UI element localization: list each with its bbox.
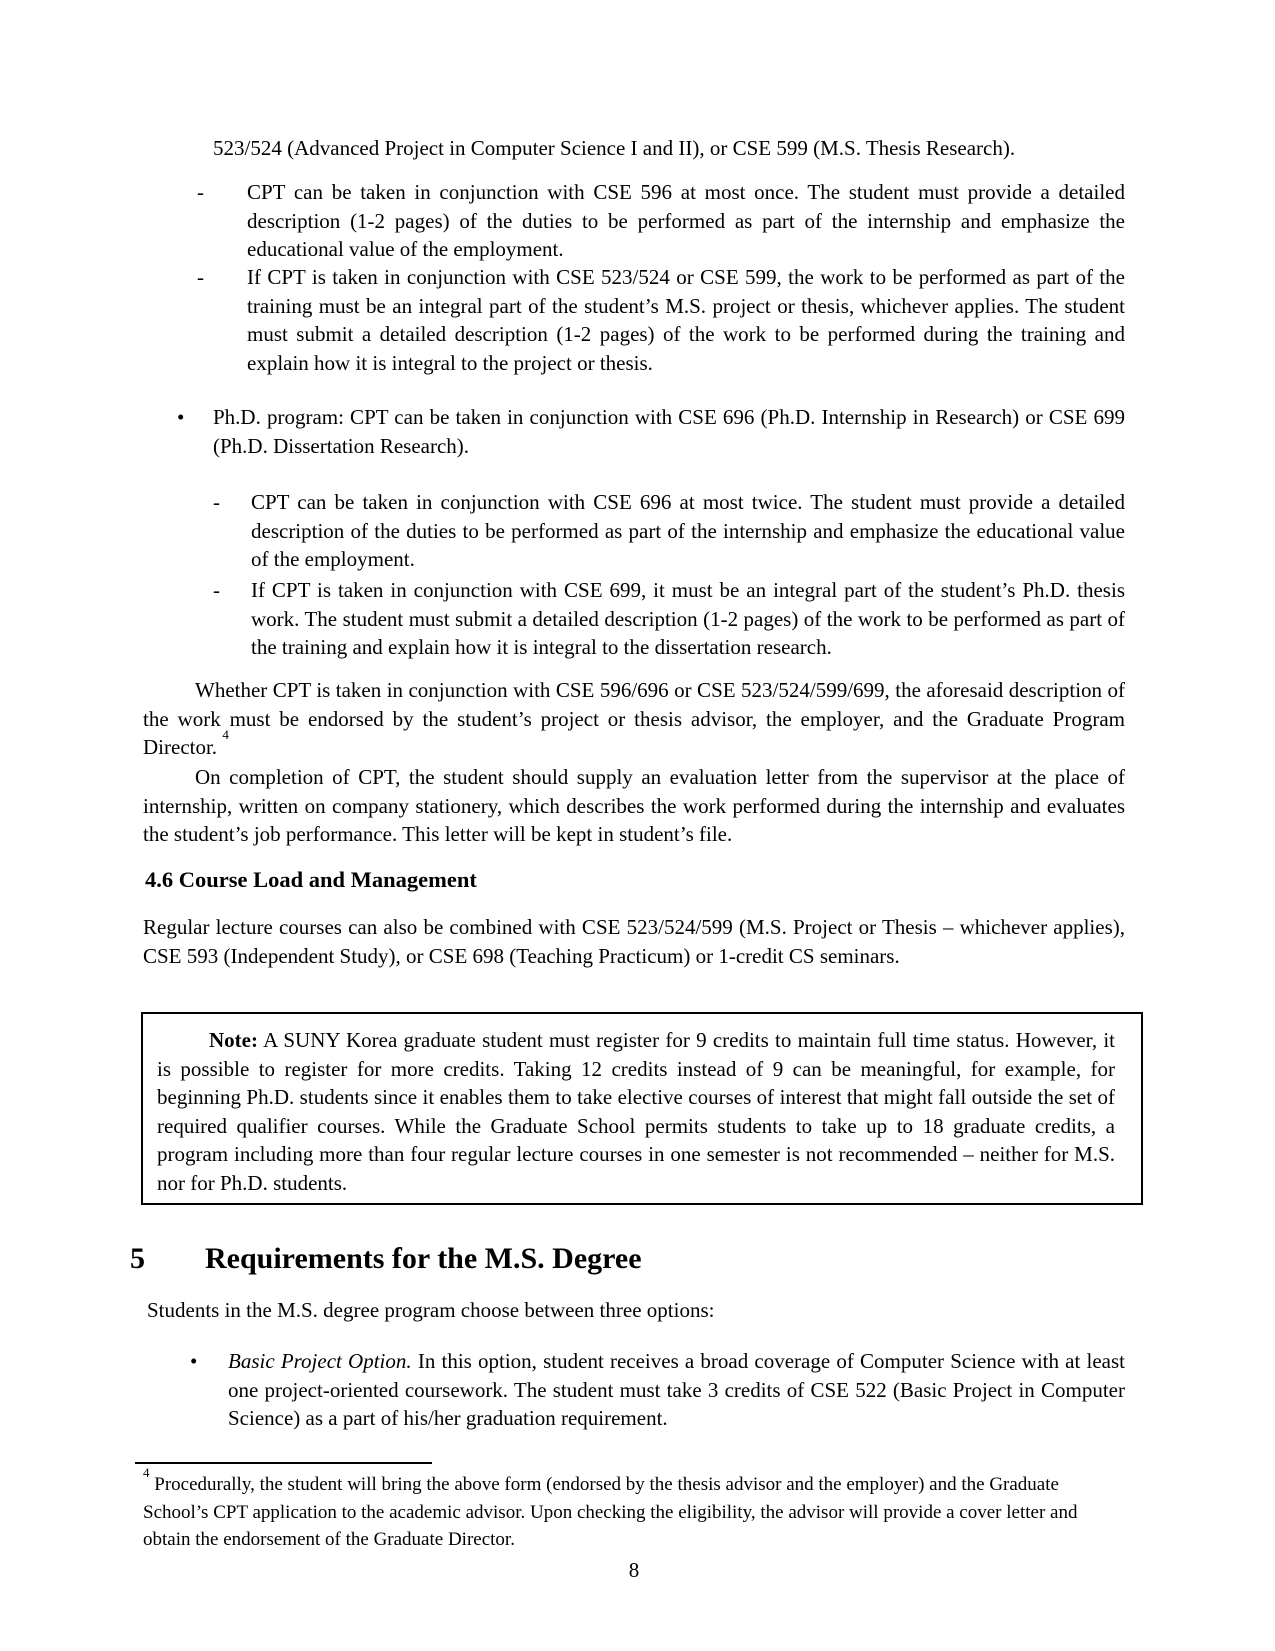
- page-number: 8: [628, 1558, 640, 1582]
- list-item-phd-cpt-1: [143, 488, 1125, 574]
- option-name: Basic Project Option.: [228, 1349, 412, 1373]
- footnote-text: Procedurally, the student will bring the above form (endorsed by the thesis advisor and the employer) and the Graduate School’s CPT application to the academic advisor. Upon checking the eligibility, the advisor will provide a cover letter and obtain the endorsement of the Graduate Director.: [143, 1474, 1078, 1550]
- footnote-number: 4: [143, 1464, 150, 1480]
- dash-marker: -: [213, 490, 220, 514]
- section-title: Requirements for the M.S. Degree: [205, 1242, 642, 1275]
- option-description: In this option, student receives a broad coverage of Computer Science with at least one project-oriented coursework. The student must take 3 credits of CSE 522 (Basic Project in Computer Science) as a part of his/her graduation requirement.: [228, 1349, 1126, 1430]
- footnote: [143, 1464, 1125, 1554]
- list-item-text: Ph.D. program: CPT can be taken in conjunction with CSE 696 (Ph.D. Internship in Research) or CSE 699 (Ph.D. Dissertation Research).: [213, 405, 1125, 458]
- bullet-marker: •: [190, 1349, 198, 1373]
- list-item-phd-cpt-2: [143, 576, 1125, 662]
- paragraph-ms-options-intro: Students in the M.S. degree program choose between three options:: [147, 1298, 715, 1322]
- note-text: A SUNY Korea graduate student must register for 9 credits to maintain full time status. However, it is possible to register for more credits. Taking 12 credits instead of 9 can be meaningful, for example, for beginning Ph.D. students since it enables them to take elective courses of interest that might fall outside the set of required qualifier courses. While the Graduate School permits students to take up to 18 graduate credits, a program including more than four regular lecture courses in one semester is not recommended – neither for M.S. nor for Ph.D. students.: [157, 1028, 1116, 1195]
- list-item-text: If CPT is taken in conjunction with CSE 699, it must be an integral part of the student’s Ph.D. thesis work. The student must submit a detailed description (1-2 pages) of the work to be performed as part of the training and explain how it is integral to the dissertation research.: [251, 578, 1125, 659]
- paragraph-course-load: Regular lecture courses can also be combined with CSE 523/524/599 (M.S. Project or Thesis – whichever applies), CSE 593 (Independent Study), or CSE 698 (Teaching Practicum) or 1-credit CS seminars.: [143, 915, 1125, 968]
- section-heading-4-6: 4.6 Course Load and Management: [145, 867, 477, 892]
- section-number: 5: [130, 1242, 145, 1275]
- section-heading-5: [130, 1241, 642, 1277]
- list-item-text: If CPT is taken in conjunction with CSE 523/524 or CSE 599, the work to be performed as part of the training must be an integral part of the student’s M.S. project or thesis, whichever applies. The student must submit a detailed description (1-2 pages) of the work to be performed during the training and explain how it is integral to the project or thesis.: [247, 265, 1125, 375]
- dash-marker: -: [197, 180, 204, 204]
- footnote-separator-rule: [135, 1462, 432, 1464]
- note-label: Note:: [209, 1028, 258, 1052]
- list-item-text: [228, 1347, 1125, 1433]
- note-box: [141, 1012, 1143, 1205]
- bullet-marker: •: [177, 405, 185, 429]
- paragraph-cpt-completion: On completion of CPT, the student should supply an evaluation letter from the supervisor at the place of internship, written on company stationery, which describes the work performed during the internship and evaluates the student’s job performance. This letter will be kept in student’s file.: [143, 765, 1125, 846]
- paragraph-text: Whether CPT is taken in conjunction with CSE 596/696 or CSE 523/524/599/699, the aforesaid description of the work must be endorsed by the student’s project or thesis advisor, the employer, and the Graduate Program Director.: [143, 678, 1125, 759]
- paragraph-whether-cpt: [143, 676, 1125, 762]
- list-item-ms-cpt-2: [143, 263, 1125, 377]
- list-item-ms-cpt-1: [143, 178, 1125, 264]
- list-item-phd-program: [143, 403, 1125, 460]
- list-item-text: CPT can be taken in conjunction with CSE 596 at most once. The student must provide a detailed description (1-2 pages) of the duties to be performed as part of the internship and emphasize the educational value of the employment.: [247, 180, 1125, 261]
- list-item-basic-project-option: [143, 1347, 1125, 1433]
- dash-marker: -: [213, 578, 220, 602]
- dash-marker: -: [197, 265, 204, 289]
- footnote-reference: 4: [222, 727, 229, 742]
- list-item-text: CPT can be taken in conjunction with CSE 696 at most twice. The student must provide a detailed description of the duties to be performed as part of the internship and emphasize the educational value of the employment.: [251, 490, 1125, 571]
- paragraph-continuation-line: 523/524 (Advanced Project in Computer Science I and II), or CSE 599 (M.S. Thesis Research).: [213, 136, 1016, 160]
